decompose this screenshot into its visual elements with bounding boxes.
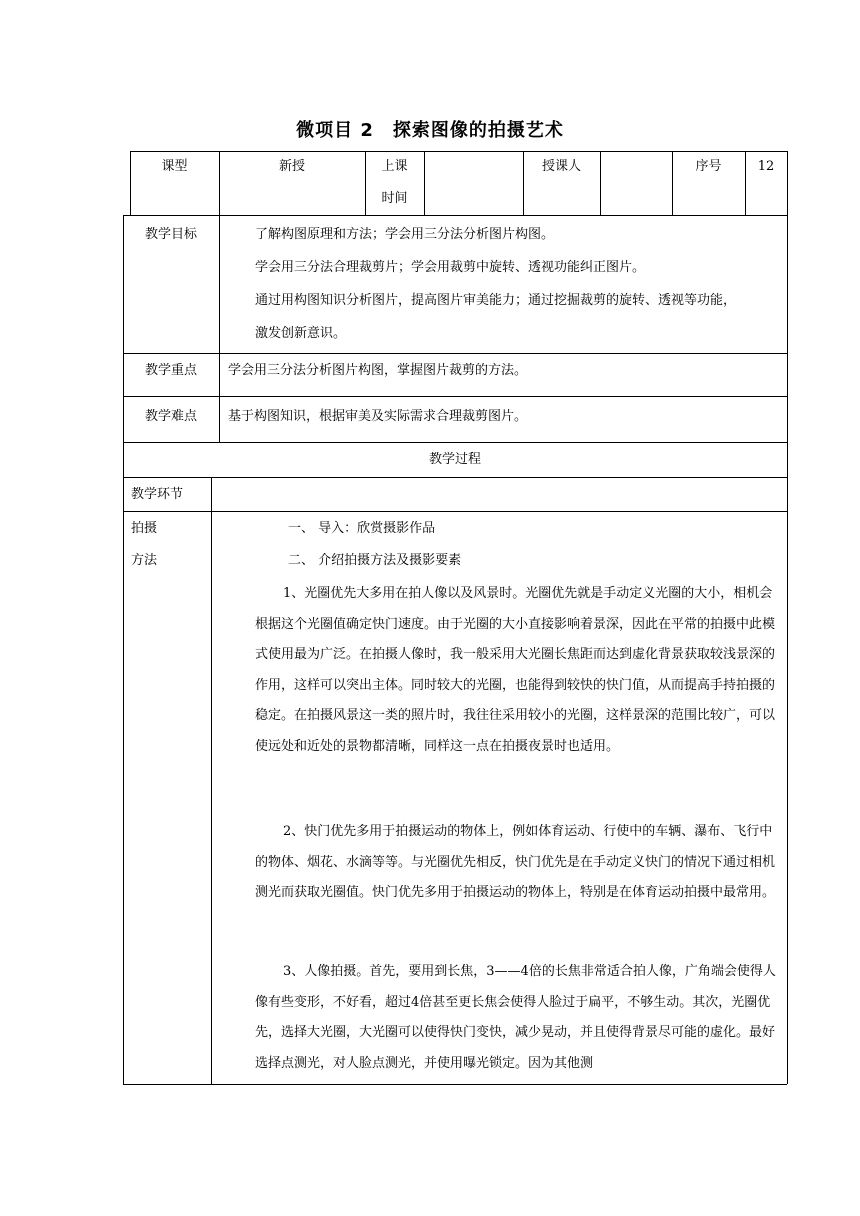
difficulties-text: 基于构图知识，根据审美及实际需求合理裁剪图片。 [228, 409, 528, 424]
table-right-border [787, 215, 788, 1084]
class-time-label: 上课 [381, 159, 408, 174]
section-label: 方法 [131, 553, 158, 568]
objective-line: 激发创新意识。 [255, 326, 347, 341]
header-right-border [787, 151, 788, 215]
page-title: 微项目 2 探索图像的拍摄艺术 [296, 120, 564, 141]
table-left-border [123, 215, 124, 1084]
objective-line: 了解构图原理和方法；学会用三分法分析图片构图。 [255, 227, 555, 242]
table-bottom-border [123, 1084, 787, 1085]
seq-value: 12 [757, 159, 775, 174]
paragraph: 3、人像拍摄。首先，要用到长焦，3——4倍的长焦非常适合拍人像，广角端会使得人像有些变形，不好看，超过4倍甚至更长焦会使得人脸过于扁平，不够生动。其次，光圈优先，选择大光圈，大光圈可以使得快门变快，减少晃动，并且使得背景尽可能的虚化。最好选择点测光，对人脸点测光，并使用曝光锁定。因为其他测 [255, 964, 776, 1071]
paragraph: 1、光圈优先大多用在拍人像以及风景时。光圈优先就是手动定义光圈的大小，相机会根据这个光圈值确定快门速度。由于光圈的大小直接影响着景深，因此在平常的拍摄中此模式使用最为广泛。在拍摄人像时，我一般采用大光圈长焦距而达到虚化背景获取较浅景深的作用，这样可以突出主体。同时较大的光圈，也能得到较快的快门值，从而提高手持拍摄的稳定。在拍摄风景这一类的照片时，我往往采用较小的光圈，这样景深的范围比较广，可以使远处和近处的景物都清晰，同样这一点在拍摄夜景时也适用。 [255, 586, 776, 754]
objective-line: 通过用构图知识分析图片，提高图片审美能力；通过挖掘裁剪的旋转、透视等功能， [255, 293, 737, 308]
objective-line: 学会用三分法合理裁剪片；学会用裁剪中旋转、透视功能纠正图片。 [255, 260, 646, 275]
row-divider [123, 511, 787, 512]
class-time-label: 时间 [381, 191, 408, 206]
objectives-label: 教学目标 [144, 227, 197, 242]
section-heading: 二、 介绍拍摄方法及摄影要素 [288, 553, 462, 568]
course-type-label: 课型 [161, 159, 188, 174]
header-bottom-border [123, 215, 787, 216]
label-column-divider [211, 477, 212, 1084]
seq-label: 序号 [695, 159, 722, 174]
teacher-label: 授课人 [541, 159, 581, 174]
key-points-label: 教学重点 [144, 363, 197, 378]
section-label: 拍摄 [131, 521, 158, 536]
row-divider [123, 477, 787, 478]
label-column-divider [219, 215, 220, 442]
stage-label: 教学环节 [131, 487, 184, 502]
header-divider [600, 151, 601, 215]
paragraph: 2、快门优先多用于拍摄运动的物体上，例如体育运动、行使中的车辆、瀑布、飞行中的物体、烟花、水滴等等。与光圈优先相反，快门优先是在手动定义快门的情况下通过相机测光而获取光圈值。快门优先多用于拍摄运动的物体上，特别是在体育运动拍摄中最常用。 [255, 824, 776, 900]
header-divider [424, 151, 425, 215]
key-points-text: 学会用三分法分析图片构图，掌握图片裁剪的方法。 [228, 363, 528, 378]
row-divider [123, 353, 787, 354]
difficulties-label: 教学难点 [144, 409, 197, 424]
section-heading: 一、 导入：欣赏摄影作品 [288, 521, 436, 536]
header-top-border [130, 151, 787, 152]
course-type-value: 新授 [278, 159, 305, 174]
row-divider [123, 442, 787, 443]
row-divider [123, 396, 787, 397]
process-heading: 教学过程 [428, 452, 481, 467]
